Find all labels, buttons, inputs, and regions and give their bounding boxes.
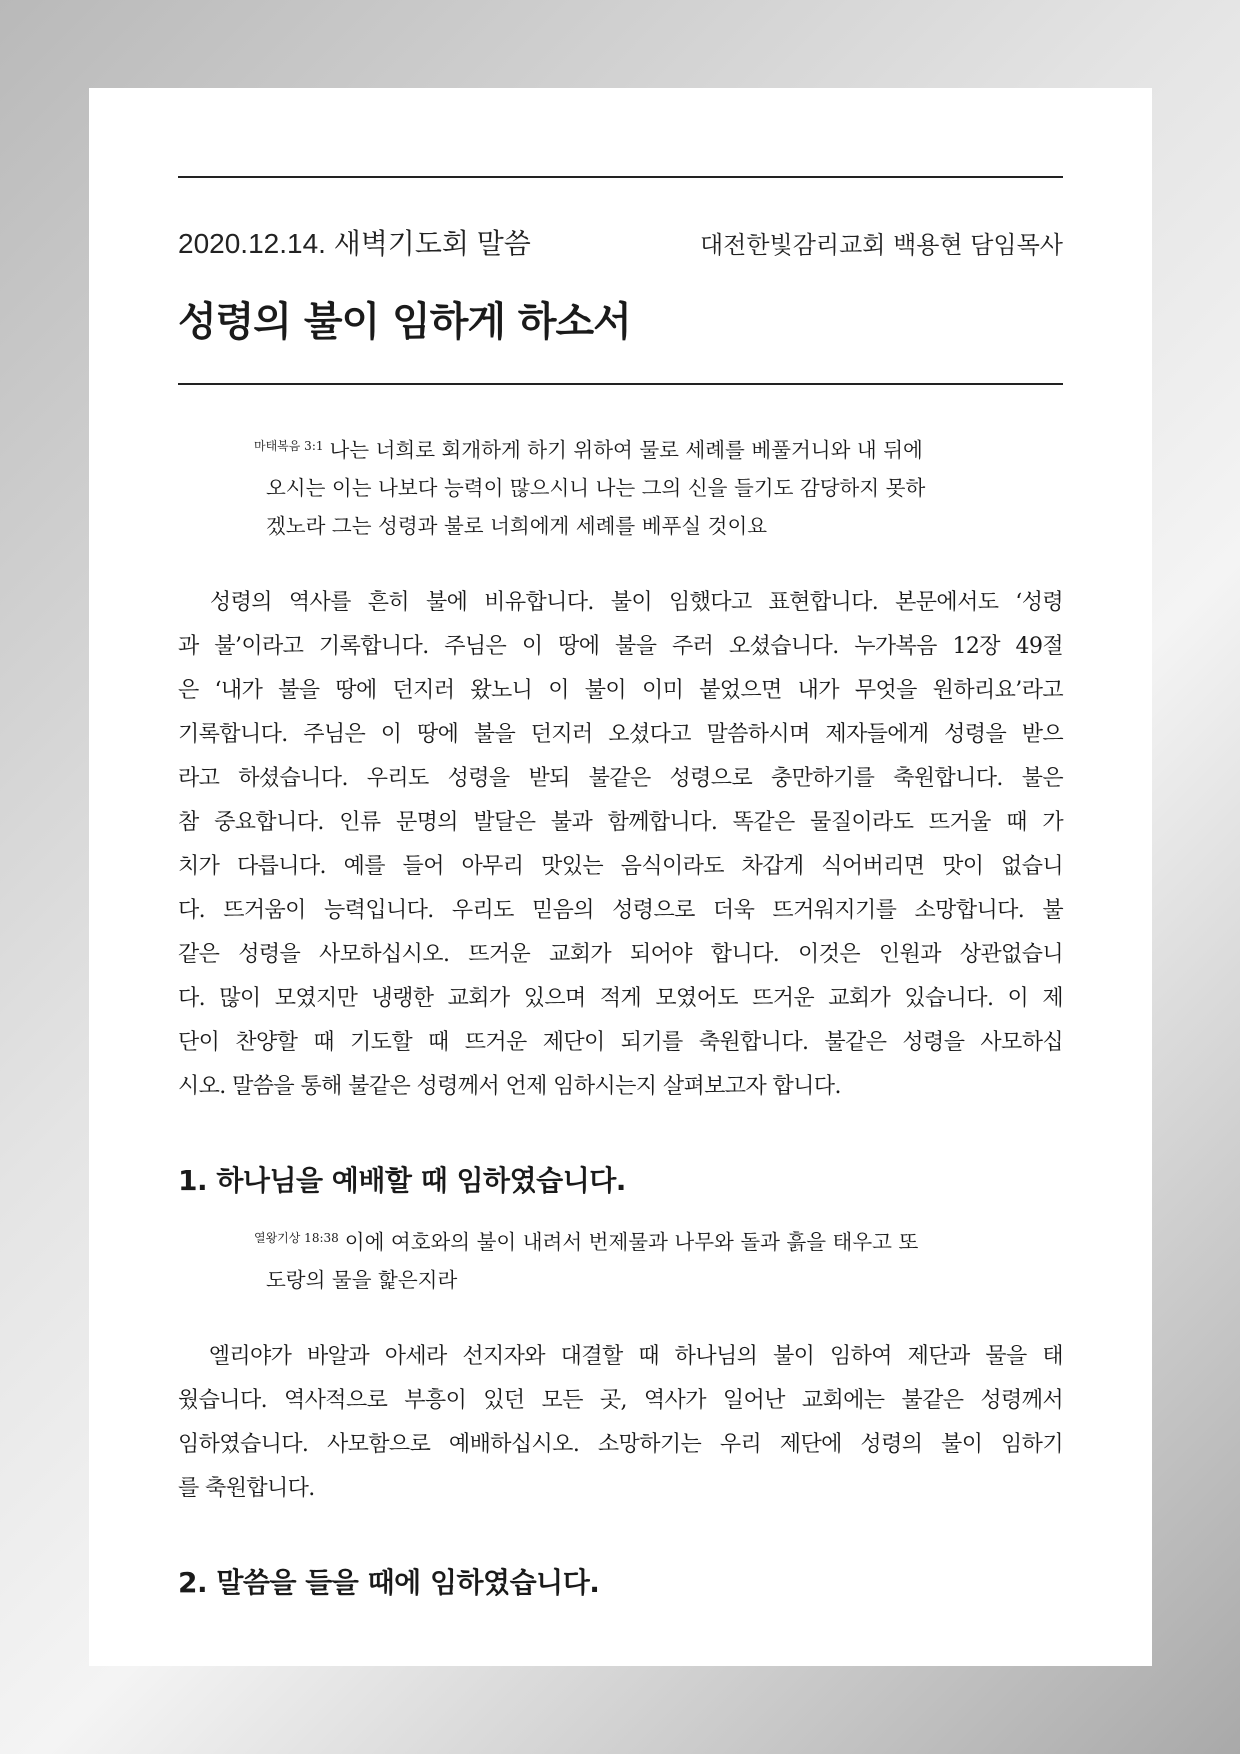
scripture-line: $^{마태복음 3:1}$ 나는 너희로 회개하게 하기 위하여 물로 세례를 베풀거니와 내 뒤에 [254,438,923,462]
paragraph-line: 같은 성령을 사모하십시오. 뜨거운 교회가 되어야 합니다. 이것은 인원과 상관없습니 [178,942,1063,967]
scripture-ref: 열왕기상 18:38 [254,1231,339,1245]
paragraph-line: 임하였습니다. 사모함으로 예배하십시오. 소망하기는 우리 제단에 성령의 불이 임하기 [178,1432,1063,1457]
paragraph-line: 엘리야가 바알과 아세라 선지자와 대결할 때 하나님의 불이 임하여 제단과 물을 태 [178,1344,1063,1369]
paragraph-line: 를 축원합니다. [178,1476,315,1501]
paragraph-line: 참 중요합니다. 인류 문명의 발달은 불과 함께합니다. 똑같은 물질이라도 뜨거울 때 가 [178,810,1063,835]
paragraph-line: 다. 뜨거움이 능력입니다. 우리도 믿음의 성령으로 더욱 뜨거워지기를 소망합니다. 불 [178,898,1063,923]
paragraph-line: 시오. 말씀을 통해 불같은 성령께서 언제 임하시는지 살펴보고자 합니다. [178,1074,841,1099]
paragraph-line: 라고 하셨습니다. 우리도 성령을 받되 불같은 성령으로 충만하기를 축원합니다. 불은 [178,766,1063,791]
scripture-block-2 [254,1223,1026,1299]
section-heading-2: 2. 말씀을 들을 때에 임하였습니다. [178,1566,600,1599]
scripture-line: 겠노라 그는 성령과 불로 너희에게 세례를 베푸실 것이요 [266,514,768,538]
paragraph-intro [178,581,1063,1109]
document-page [89,88,1152,1666]
scripture-block-1 [254,431,1026,545]
page-content [178,176,1063,1601]
paragraph-line: 은 ‘내가 불을 땅에 던지러 왔노니 이 불이 이미 붙었으면 내가 무엇을 원하리요’라고 [178,678,1063,703]
sermon-title: 성령의 불이 임하게 하소서 [178,299,631,345]
date-event: 2020.12.14. 새벽기도회 말씀 [178,228,531,259]
paragraph-line: 성령의 역사를 흔히 불에 비유합니다. 불이 임했다고 표현합니다. 본문에서도 ‘성령 [178,590,1063,615]
scripture-ref: 마태복음 3:1 [254,439,324,453]
section-heading-1: 1. 하나님을 예배할 때 임하였습니다. [178,1164,626,1197]
paragraph-section-1 [178,1335,1063,1511]
paragraph-line: 다. 많이 모였지만 냉랭한 교회가 있으며 적게 모였어도 뜨거운 교회가 있습니다. 이 제 [178,986,1063,1011]
paragraph-line: 단이 찬양할 때 기도할 때 뜨거운 제단이 되기를 축원합니다. 불같은 성령을 사모하십 [178,1030,1063,1055]
title-rule [178,383,1063,385]
header-row [178,222,1063,262]
paragraph-line: 웠습니다. 역사적으로 부흥이 있던 모든 곳, 역사가 일어난 교회에는 불같은 성령께서 [178,1388,1063,1413]
paragraph-line: 과 불’이라고 기록합니다. 주님은 이 땅에 불을 주러 오셨습니다. 누가복음 12장 49절 [178,634,1063,659]
paragraph-line: 치가 다릅니다. 예를 들어 아무리 맛있는 음식이라도 차갑게 식어버리면 맛이 없습니 [178,854,1063,879]
scripture-line: $^{열왕기상 18:38}$ 이에 여호와의 불이 내려서 번제물과 나무와 돌과 흙을 태우고 또 [254,1230,919,1254]
church-pastor: 대전한빛감리교회 백용현 담임목사 [699,231,1063,259]
scripture-line: 오시는 이는 나보다 능력이 많으시니 나는 그의 신을 들기도 감당하지 못하 [266,476,926,500]
paragraph-line: 기록합니다. 주님은 이 땅에 불을 던지러 오셨다고 말씀하시며 제자들에게 성령을 받으 [178,722,1063,747]
scripture-line: 도랑의 물을 핥은지라 [266,1268,458,1292]
top-rule [178,176,1063,178]
